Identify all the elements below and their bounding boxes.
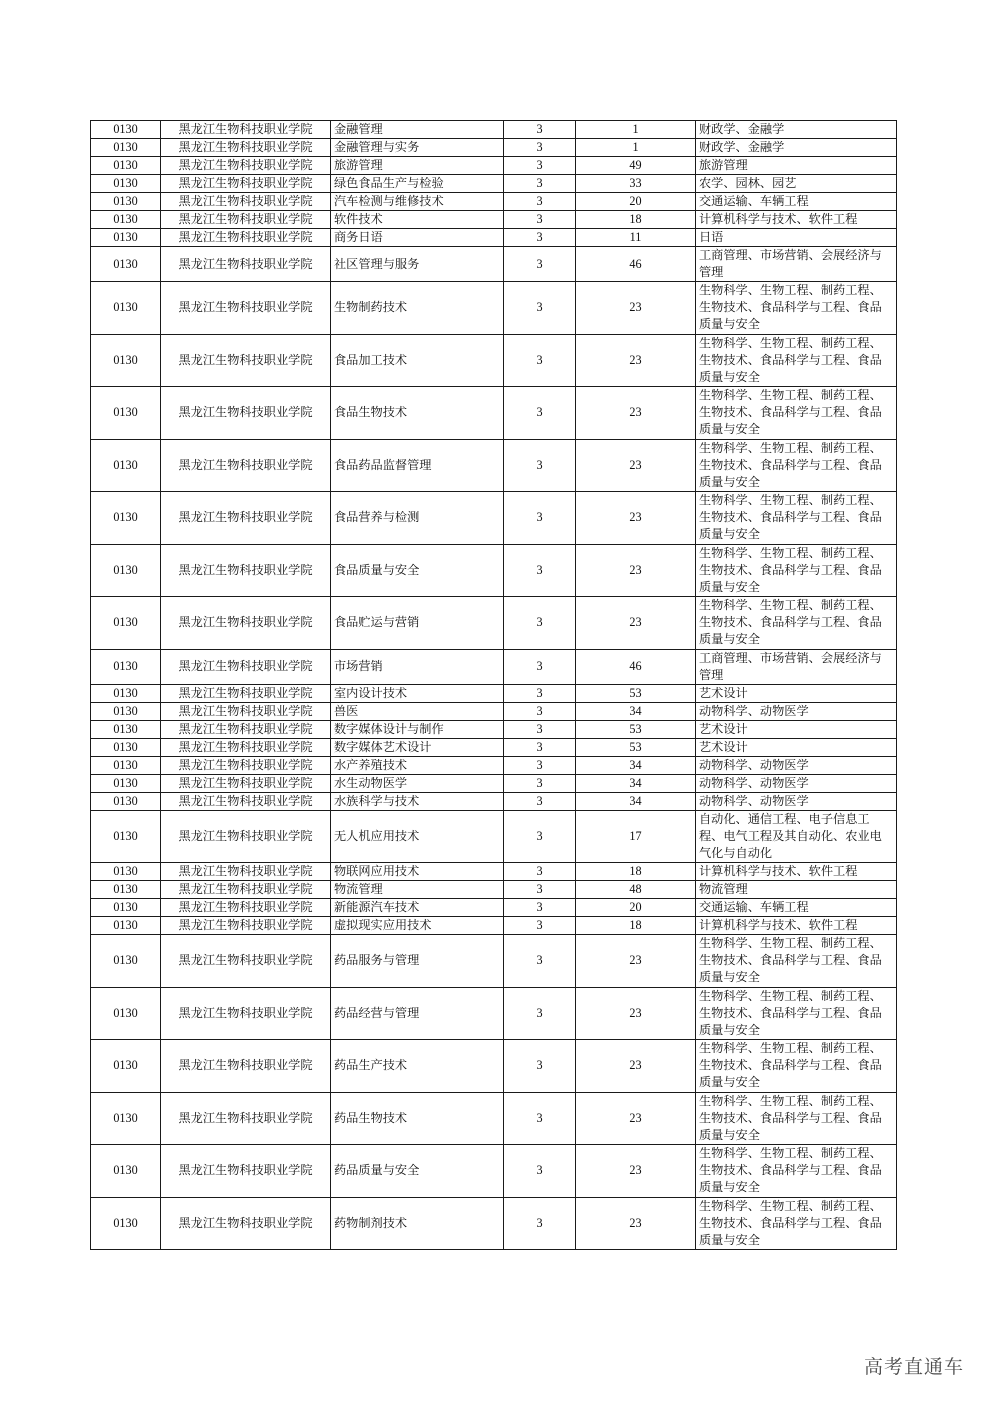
cell-school-code: 0130 — [91, 387, 161, 440]
cell-major-name: 数字媒体设计与制作 — [331, 720, 504, 738]
cell-school-code: 0130 — [91, 810, 161, 863]
table-row — [91, 987, 897, 1040]
cell-plan-number: 53 — [576, 738, 696, 756]
cell-plan-number: 20 — [576, 899, 696, 917]
cell-major-name: 金融管理与实务 — [331, 139, 504, 157]
cell-major-name: 绿色食品生产与检验 — [331, 175, 504, 193]
cell-school-code: 0130 — [91, 899, 161, 917]
enrollment-table — [90, 120, 897, 1250]
cell-major-name: 商务日语 — [331, 229, 504, 247]
cell-major-name: 软件技术 — [331, 211, 504, 229]
table-row — [91, 684, 897, 702]
cell-major-name: 金融管理 — [331, 121, 504, 139]
cell-study-years: 3 — [504, 649, 576, 684]
cell-target-majors: 工商管理、市场营销、会展经济与管理 — [696, 247, 897, 282]
cell-school-code: 0130 — [91, 1040, 161, 1093]
cell-school-name: 黑龙江生物科技职业学院 — [161, 544, 331, 597]
table-row — [91, 157, 897, 175]
cell-study-years: 3 — [504, 334, 576, 387]
cell-school-name: 黑龙江生物科技职业学院 — [161, 229, 331, 247]
cell-school-code: 0130 — [91, 229, 161, 247]
cell-plan-number: 18 — [576, 863, 696, 881]
cell-school-name: 黑龙江生物科技职业学院 — [161, 720, 331, 738]
cell-major-name: 药品生物技术 — [331, 1092, 504, 1145]
cell-target-majors: 生物科学、生物工程、制药工程、生物技术、食品科学与工程、食品质量与安全 — [696, 282, 897, 335]
table-row — [91, 649, 897, 684]
cell-school-name: 黑龙江生物科技职业学院 — [161, 774, 331, 792]
cell-major-name: 数字媒体艺术设计 — [331, 738, 504, 756]
cell-study-years: 3 — [504, 597, 576, 650]
cell-target-majors: 旅游管理 — [696, 157, 897, 175]
table-row — [91, 881, 897, 899]
cell-school-code: 0130 — [91, 544, 161, 597]
cell-major-name: 社区管理与服务 — [331, 247, 504, 282]
cell-study-years: 3 — [504, 935, 576, 988]
cell-major-name: 生物制药技术 — [331, 282, 504, 335]
cell-school-code: 0130 — [91, 863, 161, 881]
cell-target-majors: 动物科学、动物医学 — [696, 756, 897, 774]
cell-school-name: 黑龙江生物科技职业学院 — [161, 738, 331, 756]
cell-plan-number: 46 — [576, 247, 696, 282]
cell-target-majors: 交通运输、车辆工程 — [696, 193, 897, 211]
cell-school-code: 0130 — [91, 935, 161, 988]
cell-plan-number: 23 — [576, 282, 696, 335]
cell-target-majors: 工商管理、市场营销、会展经济与管理 — [696, 649, 897, 684]
cell-target-majors: 生物科学、生物工程、制药工程、生物技术、食品科学与工程、食品质量与安全 — [696, 1040, 897, 1093]
cell-plan-number: 18 — [576, 211, 696, 229]
cell-study-years: 3 — [504, 881, 576, 899]
cell-major-name: 虚拟现实应用技术 — [331, 917, 504, 935]
cell-school-code: 0130 — [91, 917, 161, 935]
table-row — [91, 774, 897, 792]
cell-school-name: 黑龙江生物科技职业学院 — [161, 282, 331, 335]
cell-study-years: 3 — [504, 899, 576, 917]
cell-school-code: 0130 — [91, 1145, 161, 1198]
cell-plan-number: 23 — [576, 334, 696, 387]
cell-plan-number: 23 — [576, 1040, 696, 1093]
cell-school-code: 0130 — [91, 1092, 161, 1145]
cell-target-majors: 财政学、金融学 — [696, 121, 897, 139]
table-row — [91, 229, 897, 247]
cell-plan-number: 34 — [576, 756, 696, 774]
cell-target-majors: 农学、园林、园艺 — [696, 175, 897, 193]
cell-target-majors: 生物科学、生物工程、制药工程、生物技术、食品科学与工程、食品质量与安全 — [696, 544, 897, 597]
cell-school-code: 0130 — [91, 738, 161, 756]
cell-plan-number: 49 — [576, 157, 696, 175]
cell-study-years: 3 — [504, 1145, 576, 1198]
cell-school-name: 黑龙江生物科技职业学院 — [161, 175, 331, 193]
cell-major-name: 药品经营与管理 — [331, 987, 504, 1040]
cell-school-name: 黑龙江生物科技职业学院 — [161, 439, 331, 492]
cell-school-code: 0130 — [91, 881, 161, 899]
cell-school-name: 黑龙江生物科技职业学院 — [161, 121, 331, 139]
cell-major-name: 药品生产技术 — [331, 1040, 504, 1093]
cell-study-years: 3 — [504, 810, 576, 863]
table-row — [91, 282, 897, 335]
cell-study-years: 3 — [504, 229, 576, 247]
cell-study-years: 3 — [504, 792, 576, 810]
table-row — [91, 175, 897, 193]
cell-target-majors: 艺术设计 — [696, 684, 897, 702]
cell-plan-number: 23 — [576, 544, 696, 597]
cell-target-majors: 财政学、金融学 — [696, 139, 897, 157]
table-row — [91, 334, 897, 387]
cell-school-name: 黑龙江生物科技职业学院 — [161, 1145, 331, 1198]
cell-target-majors: 动物科学、动物医学 — [696, 774, 897, 792]
cell-school-name: 黑龙江生物科技职业学院 — [161, 193, 331, 211]
cell-plan-number: 20 — [576, 193, 696, 211]
cell-major-name: 食品加工技术 — [331, 334, 504, 387]
cell-study-years: 3 — [504, 1092, 576, 1145]
cell-target-majors: 交通运输、车辆工程 — [696, 899, 897, 917]
cell-school-code: 0130 — [91, 121, 161, 139]
cell-study-years: 3 — [504, 247, 576, 282]
cell-target-majors: 生物科学、生物工程、制药工程、生物技术、食品科学与工程、食品质量与安全 — [696, 935, 897, 988]
cell-study-years: 3 — [504, 157, 576, 175]
cell-school-code: 0130 — [91, 492, 161, 545]
cell-school-name: 黑龙江生物科技职业学院 — [161, 792, 331, 810]
cell-school-name: 黑龙江生物科技职业学院 — [161, 334, 331, 387]
cell-plan-number: 18 — [576, 917, 696, 935]
cell-plan-number: 34 — [576, 792, 696, 810]
cell-school-name: 黑龙江生物科技职业学院 — [161, 756, 331, 774]
cell-school-name: 黑龙江生物科技职业学院 — [161, 1197, 331, 1250]
cell-plan-number: 23 — [576, 1145, 696, 1198]
cell-school-name: 黑龙江生物科技职业学院 — [161, 899, 331, 917]
table-row — [91, 810, 897, 863]
cell-target-majors: 动物科学、动物医学 — [696, 792, 897, 810]
cell-study-years: 3 — [504, 492, 576, 545]
cell-study-years: 3 — [504, 738, 576, 756]
cell-school-code: 0130 — [91, 987, 161, 1040]
cell-major-name: 食品营养与检测 — [331, 492, 504, 545]
cell-study-years: 3 — [504, 756, 576, 774]
cell-major-name: 室内设计技术 — [331, 684, 504, 702]
cell-plan-number: 11 — [576, 229, 696, 247]
cell-target-majors: 生物科学、生物工程、制药工程、生物技术、食品科学与工程、食品质量与安全 — [696, 439, 897, 492]
cell-school-name: 黑龙江生物科技职业学院 — [161, 211, 331, 229]
table-row — [91, 139, 897, 157]
cell-school-code: 0130 — [91, 334, 161, 387]
cell-school-code: 0130 — [91, 193, 161, 211]
table-row — [91, 863, 897, 881]
cell-plan-number: 34 — [576, 774, 696, 792]
cell-major-name: 水生动物医学 — [331, 774, 504, 792]
table-row — [91, 387, 897, 440]
cell-major-name: 食品质量与安全 — [331, 544, 504, 597]
table-row — [91, 935, 897, 988]
cell-study-years: 3 — [504, 121, 576, 139]
table-row — [91, 193, 897, 211]
cell-school-name: 黑龙江生物科技职业学院 — [161, 492, 331, 545]
cell-major-name: 药物制剂技术 — [331, 1197, 504, 1250]
cell-plan-number: 33 — [576, 175, 696, 193]
cell-school-name: 黑龙江生物科技职业学院 — [161, 881, 331, 899]
cell-target-majors: 生物科学、生物工程、制药工程、生物技术、食品科学与工程、食品质量与安全 — [696, 387, 897, 440]
cell-plan-number: 23 — [576, 597, 696, 650]
cell-major-name: 水产养殖技术 — [331, 756, 504, 774]
cell-study-years: 3 — [504, 439, 576, 492]
table-row — [91, 1197, 897, 1250]
cell-school-code: 0130 — [91, 792, 161, 810]
cell-school-code: 0130 — [91, 211, 161, 229]
cell-school-name: 黑龙江生物科技职业学院 — [161, 917, 331, 935]
cell-target-majors: 艺术设计 — [696, 738, 897, 756]
cell-plan-number: 1 — [576, 121, 696, 139]
cell-plan-number: 34 — [576, 702, 696, 720]
table-row — [91, 211, 897, 229]
cell-school-code: 0130 — [91, 175, 161, 193]
cell-school-code: 0130 — [91, 774, 161, 792]
cell-school-code: 0130 — [91, 139, 161, 157]
cell-study-years: 3 — [504, 987, 576, 1040]
cell-school-name: 黑龙江生物科技职业学院 — [161, 597, 331, 650]
cell-study-years: 3 — [504, 863, 576, 881]
cell-study-years: 3 — [504, 917, 576, 935]
cell-school-name: 黑龙江生物科技职业学院 — [161, 247, 331, 282]
cell-study-years: 3 — [504, 139, 576, 157]
cell-major-name: 物联网应用技术 — [331, 863, 504, 881]
table-row — [91, 702, 897, 720]
cell-school-name: 黑龙江生物科技职业学院 — [161, 863, 331, 881]
cell-school-code: 0130 — [91, 247, 161, 282]
table-row — [91, 597, 897, 650]
cell-study-years: 3 — [504, 175, 576, 193]
table-row — [91, 1145, 897, 1198]
cell-target-majors: 艺术设计 — [696, 720, 897, 738]
cell-plan-number: 23 — [576, 439, 696, 492]
cell-study-years: 3 — [504, 1040, 576, 1093]
cell-major-name: 汽车检测与维修技术 — [331, 193, 504, 211]
cell-plan-number: 53 — [576, 720, 696, 738]
table-row — [91, 247, 897, 282]
cell-plan-number: 23 — [576, 935, 696, 988]
table-row — [91, 1092, 897, 1145]
cell-major-name: 食品生物技术 — [331, 387, 504, 440]
cell-school-code: 0130 — [91, 649, 161, 684]
cell-target-majors: 自动化、通信工程、电子信息工程、电气工程及其自动化、农业电气化与自动化 — [696, 810, 897, 863]
cell-plan-number: 23 — [576, 492, 696, 545]
cell-school-code: 0130 — [91, 597, 161, 650]
table-row — [91, 756, 897, 774]
cell-major-name: 无人机应用技术 — [331, 810, 504, 863]
cell-school-code: 0130 — [91, 684, 161, 702]
cell-major-name: 食品贮运与营销 — [331, 597, 504, 650]
cell-major-name: 兽医 — [331, 702, 504, 720]
cell-major-name: 水族科学与技术 — [331, 792, 504, 810]
cell-school-code: 0130 — [91, 282, 161, 335]
table-row — [91, 720, 897, 738]
cell-study-years: 3 — [504, 684, 576, 702]
cell-target-majors: 生物科学、生物工程、制药工程、生物技术、食品科学与工程、食品质量与安全 — [696, 492, 897, 545]
cell-school-name: 黑龙江生物科技职业学院 — [161, 987, 331, 1040]
cell-major-name: 市场营销 — [331, 649, 504, 684]
cell-plan-number: 17 — [576, 810, 696, 863]
cell-major-name: 药品质量与安全 — [331, 1145, 504, 1198]
cell-plan-number: 53 — [576, 684, 696, 702]
cell-school-name: 黑龙江生物科技职业学院 — [161, 1092, 331, 1145]
cell-target-majors: 生物科学、生物工程、制药工程、生物技术、食品科学与工程、食品质量与安全 — [696, 987, 897, 1040]
cell-study-years: 3 — [504, 702, 576, 720]
cell-study-years: 3 — [504, 387, 576, 440]
cell-target-majors: 生物科学、生物工程、制药工程、生物技术、食品科学与工程、食品质量与安全 — [696, 1092, 897, 1145]
cell-major-name: 物流管理 — [331, 881, 504, 899]
table-row — [91, 544, 897, 597]
cell-school-name: 黑龙江生物科技职业学院 — [161, 1040, 331, 1093]
table-row — [91, 121, 897, 139]
cell-plan-number: 48 — [576, 881, 696, 899]
cell-school-name: 黑龙江生物科技职业学院 — [161, 157, 331, 175]
cell-study-years: 3 — [504, 544, 576, 597]
cell-school-code: 0130 — [91, 702, 161, 720]
table-row — [91, 492, 897, 545]
cell-plan-number: 1 — [576, 139, 696, 157]
cell-major-name: 食品药品监督管理 — [331, 439, 504, 492]
cell-target-majors: 生物科学、生物工程、制药工程、生物技术、食品科学与工程、食品质量与安全 — [696, 1145, 897, 1198]
cell-study-years: 3 — [504, 1197, 576, 1250]
table-row — [91, 738, 897, 756]
cell-school-code: 0130 — [91, 756, 161, 774]
cell-school-name: 黑龙江生物科技职业学院 — [161, 139, 331, 157]
watermark-text: 高考直通车 — [863, 1356, 964, 1378]
cell-major-name: 旅游管理 — [331, 157, 504, 175]
cell-target-majors: 生物科学、生物工程、制药工程、生物技术、食品科学与工程、食品质量与安全 — [696, 597, 897, 650]
table-row — [91, 917, 897, 935]
cell-plan-number: 46 — [576, 649, 696, 684]
cell-plan-number: 23 — [576, 1197, 696, 1250]
table-row — [91, 439, 897, 492]
cell-plan-number: 23 — [576, 387, 696, 440]
cell-target-majors: 计算机科学与技术、软件工程 — [696, 917, 897, 935]
cell-school-name: 黑龙江生物科技职业学院 — [161, 935, 331, 988]
cell-major-name: 药品服务与管理 — [331, 935, 504, 988]
cell-school-name: 黑龙江生物科技职业学院 — [161, 684, 331, 702]
table-row — [91, 899, 897, 917]
cell-school-name: 黑龙江生物科技职业学院 — [161, 649, 331, 684]
cell-target-majors: 计算机科学与技术、软件工程 — [696, 211, 897, 229]
table-row — [91, 1040, 897, 1093]
cell-target-majors: 生物科学、生物工程、制药工程、生物技术、食品科学与工程、食品质量与安全 — [696, 334, 897, 387]
cell-school-name: 黑龙江生物科技职业学院 — [161, 702, 331, 720]
cell-study-years: 3 — [504, 774, 576, 792]
cell-study-years: 3 — [504, 211, 576, 229]
cell-school-name: 黑龙江生物科技职业学院 — [161, 387, 331, 440]
cell-plan-number: 23 — [576, 1092, 696, 1145]
cell-study-years: 3 — [504, 720, 576, 738]
cell-school-code: 0130 — [91, 1197, 161, 1250]
cell-study-years: 3 — [504, 193, 576, 211]
cell-plan-number: 23 — [576, 987, 696, 1040]
cell-school-name: 黑龙江生物科技职业学院 — [161, 810, 331, 863]
cell-target-majors: 计算机科学与技术、软件工程 — [696, 863, 897, 881]
cell-major-name: 新能源汽车技术 — [331, 899, 504, 917]
cell-target-majors: 日语 — [696, 229, 897, 247]
cell-target-majors: 动物科学、动物医学 — [696, 702, 897, 720]
cell-school-code: 0130 — [91, 720, 161, 738]
table-row — [91, 792, 897, 810]
cell-school-code: 0130 — [91, 157, 161, 175]
cell-study-years: 3 — [504, 282, 576, 335]
table-body — [91, 121, 897, 1250]
cell-target-majors: 物流管理 — [696, 881, 897, 899]
cell-target-majors: 生物科学、生物工程、制药工程、生物技术、食品科学与工程、食品质量与安全 — [696, 1197, 897, 1250]
cell-school-code: 0130 — [91, 439, 161, 492]
